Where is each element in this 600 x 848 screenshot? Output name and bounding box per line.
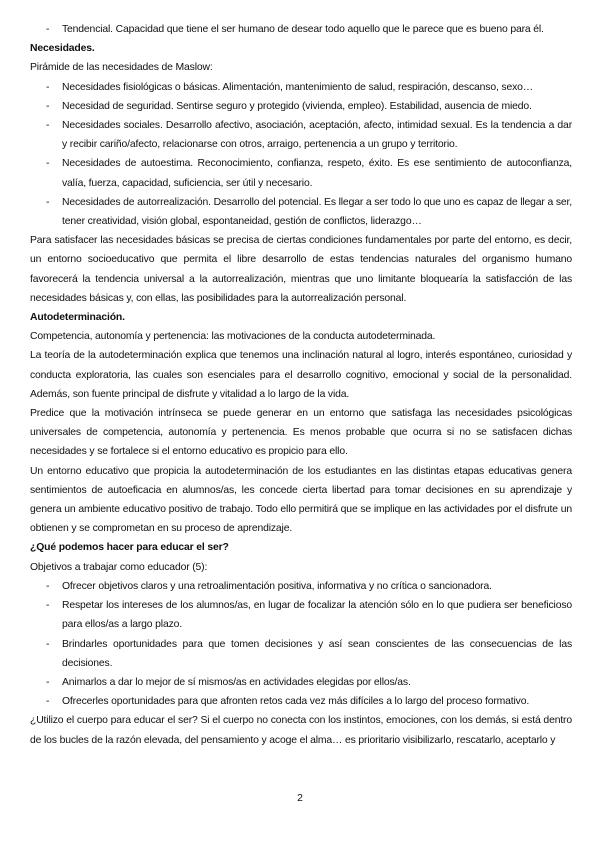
- page-number: 2: [297, 793, 303, 804]
- dash-bullet-icon: -: [46, 580, 50, 592]
- list-item: - Necesidades de autoestima. Reconocimiento, confianza, respeto, éxito. Es ese sentimiento de autoconfianza, valía, fuerza, capacidad, suficiencia, ser útil y necesario.: [30, 154, 572, 192]
- autodeterminacion-paragraph: La teoría de la autodeterminación explica que tenemos una inclinación natural al logro, interés espontáneo, curiosidad y conducta exploratoria, las cuales son esenciales para el desarrollo cognitivo, emocional y social de la personalidad. Además, son fuente principal de disfrute y vitalidad a lo largo de la vida.: [30, 350, 572, 400]
- dash-bullet-icon: -: [46, 696, 50, 708]
- list-item: - Ofrecerles oportunidades para que afronten retos cada vez más difíciles a lo largo del proceso formativo.: [30, 692, 572, 711]
- dash-bullet-icon: -: [46, 100, 50, 112]
- top-list: [30, 20, 572, 39]
- maslow-intro: Pirámide de las necesidades de Maslow:: [30, 62, 213, 74]
- dash-bullet-icon: -: [46, 24, 50, 35]
- educar-intro: Objetivos a trabajar como educador (5):: [30, 561, 208, 573]
- maslow-list: [30, 78, 572, 232]
- dash-bullet-icon: -: [46, 120, 50, 132]
- list-item: - Tendencial. Capacidad que tiene el ser humano de desear todo aquello que le parece que es bueno para él.: [30, 20, 572, 39]
- autodeterminacion-paragraph: Competencia, autonomía y pertenencia: las motivaciones de la conducta autodeterminada.: [30, 331, 436, 343]
- list-item: - Necesidades fisiológicas o básicas. Alimentación, mantenimiento de salud, respiración, descanso, sexo…: [30, 78, 572, 97]
- list-item: - Animarlos a dar lo mejor de sí mismos/as en actividades elegidas por ellos/as.: [30, 673, 572, 692]
- document-page: [30, 20, 572, 750]
- autodeterminacion-paragraph: Predice que la motivación intrínseca se puede generar en un entorno que satisfaga las necesidades psicológicas universales de competencia, autonomía y pertenencia. Es menos probable que ocurra si no se satisfacen dichas necesidades y se fortalece si el entorno educativo es propicio para ello.: [30, 408, 572, 458]
- list-item: - Brindarles oportunidades para que tomen decisiones y así sean conscientes de las consecuencias de las decisiones.: [30, 635, 572, 673]
- dash-bullet-icon: -: [46, 676, 50, 688]
- dash-bullet-icon: -: [46, 158, 50, 170]
- dash-bullet-icon: -: [46, 638, 50, 650]
- dash-bullet-icon: -: [46, 81, 50, 93]
- educar-paragraph: ¿Utilizo el cuerpo para educar el ser? Si el cuerpo no conecta con los instintos, emociones, con los demás, si está dentro de los bucles de la razón elevada, del pensamiento y acoge el alma… es prioritario visibilizarlo, rescatarlo, aceptarlo y: [30, 715, 572, 746]
- list-item: - Ofrecer objetivos claros y una retroalimentación positiva, informativa y no crítica o sancionadora.: [30, 577, 572, 596]
- section-heading-autodeterminacion: Autodeterminación.: [30, 312, 125, 324]
- autodeterminacion-paragraph: Un entorno educativo que propicia la autodeterminación de los estudiantes en las distintas etapas educativas genera sentimientos de autoeficacia en alumnos/as, les concede cierta libertad para tomar decisiones en su aprendizaje y genera un ambiente educativo positivo de trabajo. Todo ello permitirá que se implique en las actividades por el disfrute un obtienen y se comprometan en su proceso de aprendizaje.: [30, 465, 572, 535]
- dash-bullet-icon: -: [46, 600, 50, 612]
- list-item: - Necesidades de autorrealización. Desarrollo del potencial. Es llegar a ser todo lo que uno es capaz de llegar a ser, tener creatividad, visión global, espontaneidad, gestión de conflictos, liderazgo…: [30, 193, 572, 231]
- section-heading-educar: ¿Qué podemos hacer para educar el ser?: [30, 542, 229, 554]
- list-item: - Necesidad de seguridad. Sentirse seguro y protegido (vivienda, empleo). Estabilidad, ausencia de miedo.: [30, 97, 572, 116]
- list-item: - Necesidades sociales. Desarrollo afectivo, asociación, aceptación, afecto, intimidad sexual. Es la tendencia a dar y recibir cariño/afecto, relacionarse con otros, arraigo, pertenencia a un grupo y territorio.: [30, 116, 572, 154]
- list-item: - Respetar los intereses de los alumnos/as, en lugar de focalizar la atención sólo en lo que pudiera ser beneficioso para ellos/as a largo plazo.: [30, 596, 572, 634]
- dash-bullet-icon: -: [46, 196, 50, 208]
- objetivos-list: [30, 577, 572, 711]
- necesidades-paragraph: Para satisfacer las necesidades básicas se precisa de ciertas condiciones fundamentales por parte del entorno, es decir, un entorno socioeducativo que permita el libre desarrollo de estas tendencias naturales del organismo humano favorecerá la tendencia universal a la autorrealización, mientras que uno limitante bloquearía la satisfacción de las necesidades básicas y, con ellas, las posibilidades para la autorrealización personal.: [30, 235, 572, 304]
- section-heading-necesidades: Necesidades.: [30, 43, 95, 55]
